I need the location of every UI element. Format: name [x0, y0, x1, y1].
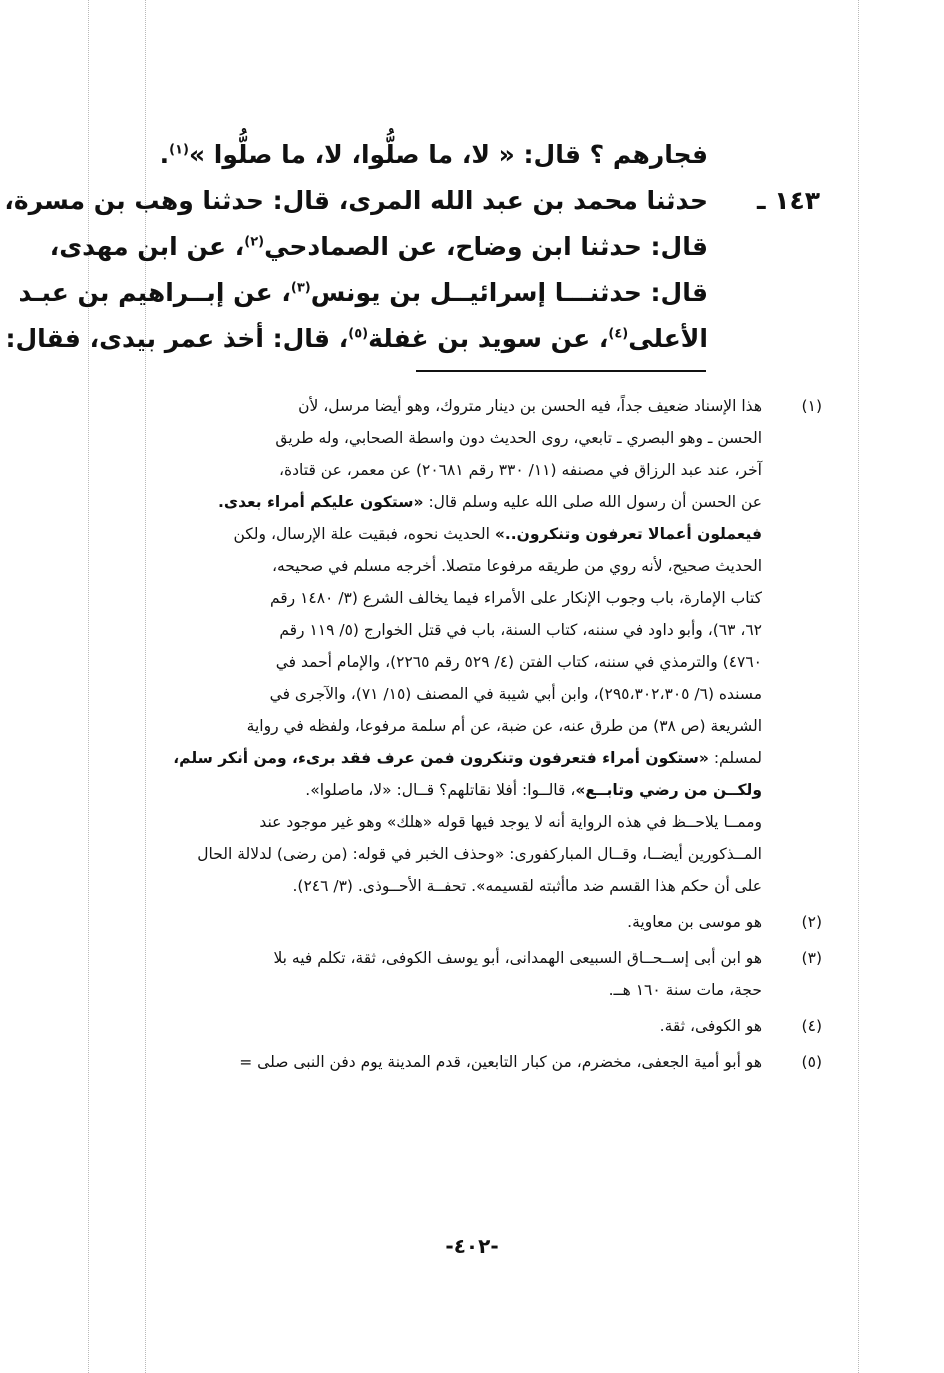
main-line-1: [80, 132, 820, 178]
footnotes: [100, 390, 822, 1078]
footnote-1-text-3: آخر، عند عبد الرزاق في مصنفه (١١/ ٣٣٠ رقم ٢٠٦٨١) عن معمر، عن قتادة،: [279, 461, 762, 479]
footnote-1-quote-1: «ستكون عليكم أمراء بعدى.: [217, 493, 424, 511]
footnote-1-line-16: [100, 870, 822, 902]
footnote-1-line-5: [100, 518, 822, 550]
footnote-1-quote-3: «ستكون أمراء فتعرفون وتنكرون فمن عرف فقد برىء، ومن أنكر سلم،: [173, 749, 709, 767]
footnote-ref-5: (٥): [348, 326, 369, 342]
footnote-1-text-5b: الحديث نحوه، فبقيت علة الإرسال، ولكن: [233, 525, 495, 543]
footnote-3-number: (٣): [801, 949, 822, 967]
main-line-2-text: حدثنا محمد بن عبد الله المرى، قال: حدثنا وهب بن مسرة،: [4, 186, 708, 215]
footnote-ref-4: (٤): [608, 326, 629, 342]
main-line-3-a: قال: حدثنا ابن وضاح، عن الصمادحي: [264, 232, 708, 261]
footnote-1-text-6: الحديث صحيح، لأنه روي من طريقه مرفوعا متصلا. أخرجه مسلم في صحيحه،: [271, 557, 762, 575]
footnote-4: [100, 1010, 822, 1042]
footnote-1-text-10: مسنده (٦/ ٢٩٥،٣٠٢،٣٠٥)، وابن أبي شيبة في المصنف (١٥/ ٧١)، والآجرى في: [269, 685, 762, 703]
main-line-5-c: ، قال: أخذ عمر بيدى، فقال:: [5, 324, 349, 353]
footnote-1-line-6: [100, 550, 822, 582]
main-line-1-text: فجارهم ؟ قال: « لا، ما صلُّوا، لا، ما صلُّوا »: [188, 140, 708, 169]
footnote-separator: [416, 370, 706, 372]
footnote-1-line-8: [100, 614, 822, 646]
footnote-1-line-3: [100, 454, 822, 486]
footnote-1-text-15: المــذكورين أيضــا، وقــال المباركفورى: «وحذف الخبر في قوله: (من رضى) لدلالة الحال: [197, 845, 762, 863]
footnote-1-quote-2: فيعملون أعمالا تعرفون وتنكرون..»: [494, 525, 762, 543]
footnote-ref-2: (٢): [244, 234, 265, 250]
main-line-4-a: قال: حدثنـــا إسرائيــل بن يونس: [310, 278, 708, 307]
footnote-1-text-14: وممــا يلاحــظ في هذه الرواية أنه لا يوجد فيها قوله «هلك» وهو غير موجود عند: [259, 813, 762, 831]
main-line-5: [5, 316, 820, 362]
footnote-1-text-4a: عن الحسن أن رسول الله صلى الله عليه وسلم قال:: [423, 493, 762, 511]
footnote-1-line-14: [100, 806, 822, 838]
main-line-4: [18, 270, 820, 316]
footnote-1-text-12a: لمسلم:: [708, 749, 762, 767]
footnote-ref-3: (٣): [290, 280, 311, 296]
main-line-5-b: ، عن سويد بن غفلة: [368, 324, 609, 353]
footnote-1-text-11: الشريعة (ص ٣٨) من طرق عنه، عن ضبة، عن أم سلمة مرفوعا، ولفظه في رواية: [246, 717, 762, 735]
main-line-4-b: ، عن إبــراهيم بن عبـد: [18, 278, 291, 307]
footnote-1-text-7: كتاب الإمارة، باب وجوب الإنكار على الأمراء فيما يخالف الشرع (٣/ ١٤٨٠ رقم: [269, 589, 762, 607]
footnote-1-line-10: [100, 678, 822, 710]
footnote-1-number: (١): [801, 397, 822, 415]
footnote-3-line-2: [100, 974, 822, 1006]
main-line-3-b: ، عن ابن مهدى،: [49, 232, 245, 261]
footnote-1-line-7: [100, 582, 822, 614]
main-line-2: [4, 178, 820, 224]
footnote-5-number: (٥): [801, 1053, 822, 1071]
main-line-5-a: الأعلى: [628, 324, 708, 353]
footnote-1-text-2: الحسن ـ وهو البصري ـ تابعي، روى الحديث دون واسطة الصحابي، وله طريق: [275, 429, 762, 447]
footnote-1-text-1: هذا الإسناد ضعيف جداً، فيه الحسن بن دينار متروك، وهو أيضا مرسل، لأن: [298, 397, 762, 415]
footnote-1-text-13b: ، قالــوا: أفلا نقاتلهم؟ قــال: «لا، ماصلوا».: [305, 781, 576, 799]
page-number: -٤٠٢-: [445, 1234, 499, 1258]
footnote-ref-1: (١): [169, 142, 189, 158]
footnote-1-line-13: [100, 774, 822, 806]
footnote-5: [100, 1046, 822, 1078]
footnote-5-text: هو أبو أمية الجعفى، مخضرم، من كبار التابعين، قدم المدينة يوم دفن النبى صلى =: [239, 1053, 762, 1071]
footnote-1-line-2: [100, 422, 822, 454]
footnote-4-number: (٤): [801, 1017, 822, 1035]
footnote-1-line-1: [100, 390, 822, 422]
footnote-2-text: هو موسى بن معاوية.: [627, 913, 762, 931]
footnote-2-number: (٢): [801, 913, 822, 931]
footnote-1-text-16: على أن حكم هذا القسم ضد ماأثبته لقسيمه». تحفــة الأحــوذى. (٣/ ٢٤٦).: [292, 877, 762, 895]
footnote-3-text-1: هو ابن أبى إســحــاق السبيعى الهمدانى، أبو يوسف الكوفى، ثقة، تكلم فيه بلا: [273, 949, 762, 967]
main-text: [4, 132, 820, 362]
main-line-3: [49, 224, 820, 270]
footnote-1-text-8: ٦٢، ٦٣)، وأبو داود في سننه، كتاب السنة، باب في قتل الخوارج (٥/ ١١٩ رقم: [279, 621, 762, 639]
footnote-3-text-2: حجة، مات سنة ١٦٠ هــ.: [608, 981, 762, 999]
footnote-1-line-12: [100, 742, 822, 774]
scan-line-right: [858, 0, 859, 1373]
footnote-1-quote-4: ولكــن من رضي وتابــع»: [575, 781, 762, 799]
footnote-1-line-11: [100, 710, 822, 742]
footnote-1-line-4: [100, 486, 822, 518]
footnote-1-text-9: ٤٧٦٠) والترمذي في سننه، كتاب الفتن (٤/ ٥٢٩ رقم ٢٢٦٥)، والإمام أحمد في: [275, 653, 762, 671]
footnote-3-line-1: [100, 942, 822, 974]
main-line-1-end: .: [159, 140, 170, 169]
hadith-number: ١٤٣ ـ: [756, 186, 820, 215]
footnote-2: [100, 906, 822, 938]
footnote-1-line-9: [100, 646, 822, 678]
footnote-1-line-15: [100, 838, 822, 870]
footnote-4-text: هو الكوفى، ثقة.: [659, 1017, 762, 1035]
